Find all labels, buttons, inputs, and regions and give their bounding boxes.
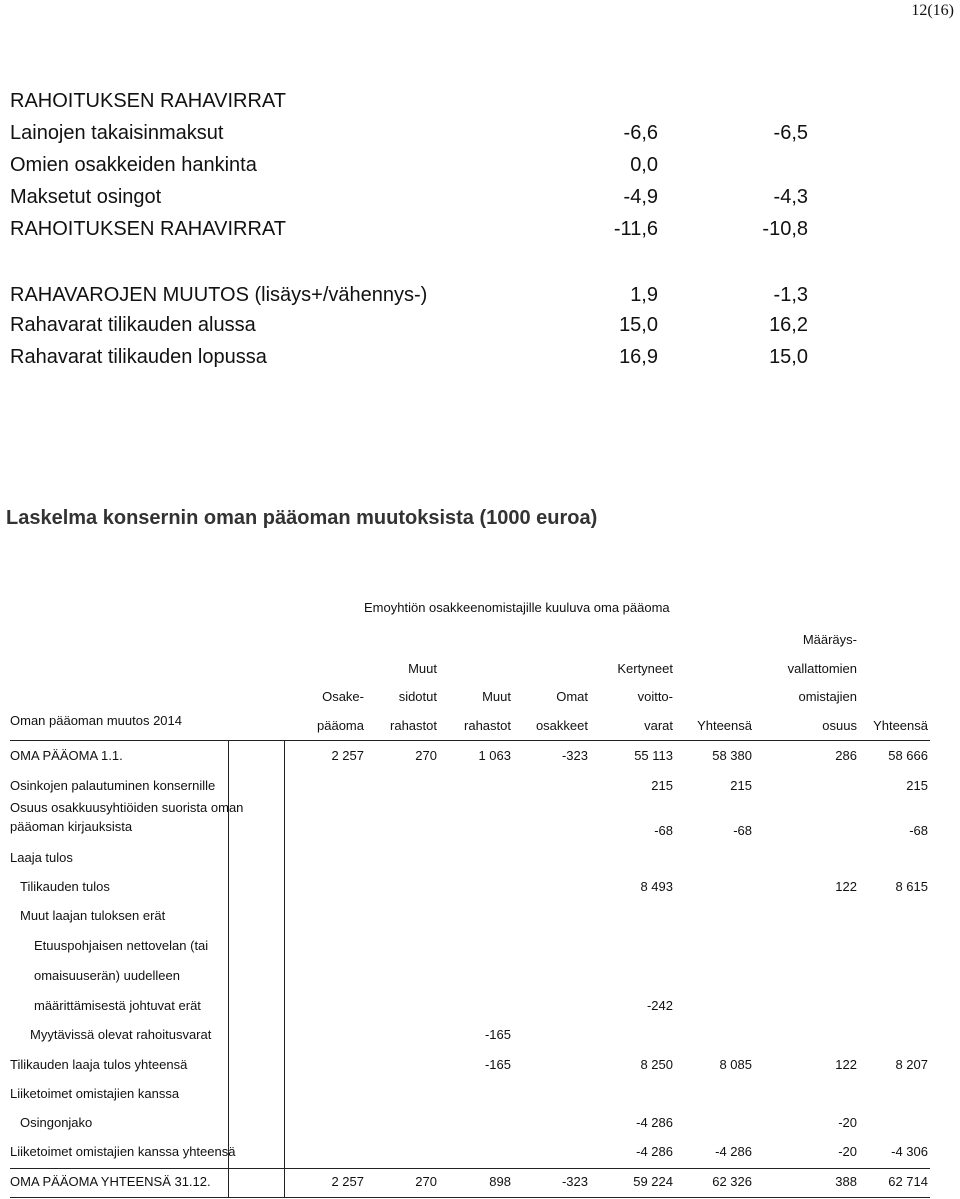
cash-flow-label: RAHOITUKSEN RAHAVIRRAT (10, 218, 286, 240)
cash-flow-row (10, 216, 810, 242)
row-label: Tilikauden laaja tulos yhteensä (10, 1057, 188, 1072)
column-header-line: Yhteensä (873, 718, 928, 733)
row-label: Myytävissä olevat rahoitusvarat (30, 1027, 212, 1042)
column-header-line: Omat (556, 689, 588, 704)
cash-flow-row (10, 152, 810, 178)
cash-flow-value-current: -11,6 (613, 218, 658, 240)
table-cell: -68 (909, 823, 928, 838)
column-header-line: voitto- (637, 689, 673, 704)
cash-flow-value-current: -6,6 (623, 122, 658, 144)
table-cell: 55 113 (634, 748, 673, 763)
table-cell: -165 (484, 1027, 511, 1042)
table-cell: -165 (484, 1057, 511, 1072)
table-cell: 58 666 (888, 748, 928, 763)
table-cell: 215 (651, 778, 673, 793)
cash-flow-row (10, 282, 810, 308)
row-label: Liiketoimet omistajien kanssa yhteensä (10, 1144, 236, 1159)
table-cell: 62 714 (888, 1174, 928, 1189)
column-header-line: osuus (822, 718, 857, 733)
cash-flow-row (10, 88, 810, 114)
row-label: Liiketoimet omistajien kanssa (10, 1086, 180, 1101)
column-header-line: rahastot (464, 718, 511, 733)
cash-flow-row (10, 312, 810, 338)
equity-group-header: Emoyhtiön osakkeenomistajille kuuluva oma pääoma (364, 600, 670, 615)
table-cell: 215 (730, 778, 752, 793)
column-divider (284, 740, 285, 1198)
table-cell: 270 (415, 748, 437, 763)
table-cell: 898 (489, 1174, 511, 1189)
column-header-line: varat (644, 718, 673, 733)
column-header-line: osakkeet (535, 718, 588, 733)
cash-flow-value-previous: -4,3 (773, 186, 808, 208)
cash-flow-value-previous: -10,8 (762, 218, 808, 240)
table-cell: 270 (415, 1174, 437, 1189)
column-header-line: sidotut (398, 689, 437, 704)
table-cell: -323 (561, 1174, 588, 1189)
table-cell: 8 615 (895, 879, 928, 894)
cash-flow-label: Rahavarat tilikauden alussa (10, 314, 256, 336)
table-cell: 8 493 (640, 879, 673, 894)
cash-flow-row (10, 120, 810, 146)
cash-flow-value-current: 0,0 (630, 154, 658, 176)
cash-flow-label: RAHOITUKSEN RAHAVIRRAT (10, 90, 286, 112)
table-cell: 59 224 (633, 1174, 673, 1189)
column-header-line: Muut (482, 689, 511, 704)
column-header-line: Kertyneet (617, 661, 673, 676)
cash-flow-value-previous: 16,2 (769, 314, 808, 336)
table-cell: -4 286 (636, 1144, 673, 1159)
column-header-line: Yhteensä (697, 718, 752, 733)
cash-flow-row (10, 344, 810, 370)
table-cell: -68 (733, 823, 752, 838)
table-cell: -4 286 (715, 1144, 752, 1159)
table-cell: 2 257 (331, 748, 364, 763)
table-cell: -4 286 (636, 1115, 673, 1130)
cash-flow-label: RAHAVAROJEN MUUTOS (lisäys+/vähennys-) (10, 284, 428, 306)
row-label: omaisuuserän) uudelleen (34, 968, 180, 983)
cash-flow-row (10, 184, 810, 210)
cash-flow-label: Maksetut osingot (10, 186, 162, 208)
row-label: Laaja tulos (10, 850, 73, 865)
equity-statement-title: Laskelma konsernin oman pääoman muutoksista (1000 euroa) (6, 507, 598, 529)
table-cell: 8 085 (719, 1057, 752, 1072)
row-label: OMA PÄÄOMA YHTEENSÄ 31.12. (10, 1174, 211, 1189)
cash-flow-value-previous: -1,3 (773, 284, 808, 306)
header-rule (10, 740, 930, 741)
cash-flow-value-current: 15,0 (619, 314, 658, 336)
table-cell: 122 (835, 1057, 857, 1072)
rule-before-owner-total (10, 1168, 930, 1169)
cash-flow-label: Rahavarat tilikauden lopussa (10, 346, 267, 368)
row-label: OMA PÄÄOMA 1.1. (10, 748, 123, 763)
row-label: Etuuspohjaisen nettovelan (tai (34, 938, 209, 953)
column-header-line: Muut (408, 661, 437, 676)
column-header-line: rahastot (390, 718, 437, 733)
cash-flow-value-current: -4,9 (623, 186, 658, 208)
column-header-line: vallattomien (787, 661, 857, 676)
row-label: Osingonjako (20, 1115, 93, 1130)
table-cell: -20 (838, 1115, 857, 1130)
table-cell: 286 (835, 748, 857, 763)
page-number: 12(16) (911, 2, 954, 19)
cash-flow-label: Lainojen takaisinmaksut (10, 122, 224, 144)
table-cell: 2 257 (331, 1174, 364, 1189)
column-header-line: Osake- (322, 689, 364, 704)
cash-flow-value-previous: -6,5 (773, 122, 808, 144)
row-label: Osuus osakkuusyhtiöiden suorista oman (10, 800, 244, 815)
row-label: Osinkojen palautuminen konsernille (10, 778, 216, 793)
table-cell: -4 306 (891, 1144, 928, 1159)
table-cell: 388 (835, 1174, 857, 1189)
cash-flow-label: Omien osakkeiden hankinta (10, 154, 257, 176)
cash-flow-value-previous: 15,0 (769, 346, 808, 368)
column-header-line: omistajien (798, 689, 857, 704)
table-cell: 215 (906, 778, 928, 793)
row-label: Tilikauden tulos (20, 879, 110, 894)
rule-before-final-total (10, 1197, 930, 1198)
table-cell: 8 250 (640, 1057, 673, 1072)
row-label-continued: pääoman kirjauksista (10, 819, 133, 834)
row-label: määrittämisestä johtuvat erät (34, 998, 201, 1013)
cash-flow-value-current: 16,9 (619, 346, 658, 368)
table-cell: 58 380 (712, 748, 752, 763)
table-cell: 62 326 (712, 1174, 752, 1189)
column-header-line: Määräys- (802, 632, 857, 647)
row-label: Muut laajan tuloksen erät (20, 908, 166, 923)
table-cell: -68 (654, 823, 673, 838)
table-cell: -20 (838, 1144, 857, 1159)
column-header-line: pääoma (317, 718, 364, 733)
table-cell: -323 (561, 748, 588, 763)
table-cell: -242 (646, 998, 673, 1013)
table-cell: 8 207 (895, 1057, 928, 1072)
table-cell: 122 (835, 879, 857, 894)
table-cell: 1 063 (478, 748, 511, 763)
cash-flow-value-current: 1,9 (630, 284, 658, 306)
equity-row-header: Oman pääoman muutos 2014 (10, 713, 182, 728)
